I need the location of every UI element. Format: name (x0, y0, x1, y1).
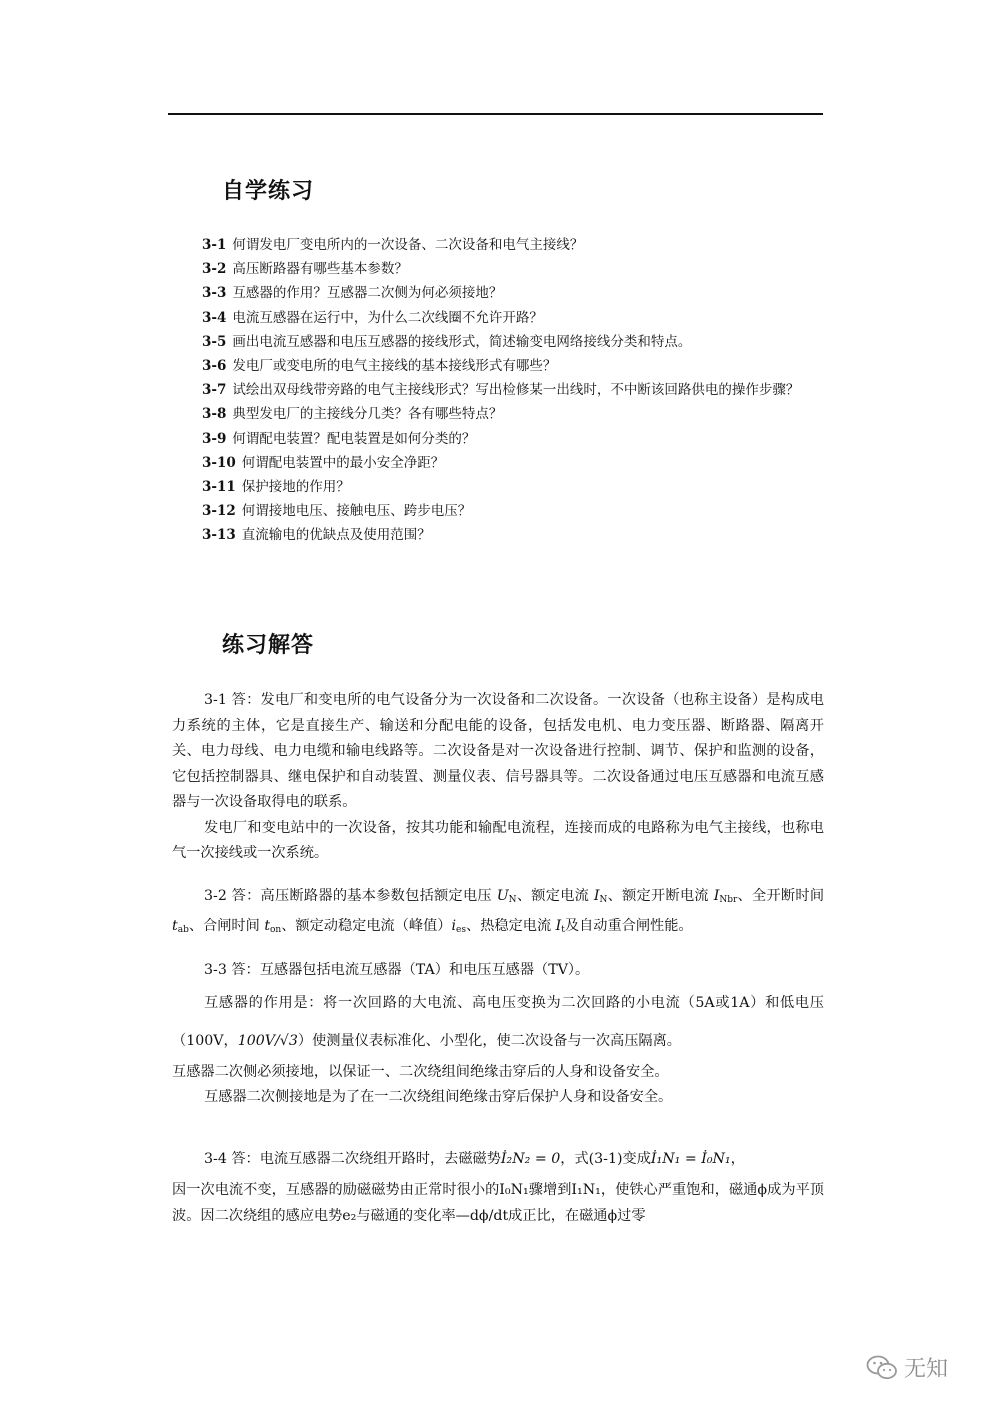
question-text: 何谓配电装置？配电装置是如何分类的？ (232, 430, 476, 447)
formula: 100V/√3 (237, 1032, 298, 1049)
question-text: 保护接地的作用？ (241, 479, 350, 496)
watermark (866, 1352, 948, 1383)
subscript: t (561, 924, 565, 935)
question-item (172, 233, 824, 257)
symbol: I (713, 888, 720, 904)
answer-paragraph (172, 984, 824, 1060)
question-number: 3-8 (202, 406, 227, 423)
question-number: 3-11 (202, 479, 236, 496)
question-item (172, 330, 824, 354)
answer-text: 互感器的作用是：将一次回路的大电流、高电压变换为二次回路的小电流（5A或1A）和低电压（100V， (172, 994, 824, 1049)
question-number: 3-2 (202, 261, 227, 278)
question-item (172, 475, 824, 499)
question-text: 典型发电厂的主接线分几类？各有哪些特点？ (232, 406, 503, 423)
answer-text: ， (730, 1151, 745, 1167)
subscript: ab (177, 924, 189, 935)
answer-text: ，式(3-1)变成 (560, 1151, 651, 1167)
answer-paragraph: 发电厂和变电站中的一次设备，按其功能和输配电流程，连接而成的电路称为电气主接线，也称电气一次接线或一次系统。 (172, 819, 824, 861)
question-number: 3-3 (202, 285, 227, 302)
symbol: U (496, 888, 509, 904)
subscript: N (508, 895, 517, 905)
question-number: 3-13 (202, 527, 236, 544)
symbol: I (555, 917, 562, 934)
answer-paragraph (172, 1140, 824, 1178)
answer-text: 及自动重合闸性能。 (564, 917, 693, 934)
answer-text: 、额定电流 (516, 888, 590, 904)
answer-3-3 (172, 958, 824, 1111)
question-number: 3-7 (202, 382, 227, 399)
symbol: i (451, 917, 457, 934)
question-text: 电流互感器在运行中，为什么二次线圈不允许开路？ (232, 309, 543, 326)
answer-3-1 (172, 688, 824, 867)
answer-text: ）使测量仪表标准化、小型化，使二次设备与一次高压隔离。 (297, 1032, 681, 1049)
question-number: 3-9 (202, 430, 227, 447)
watermark-text: 无知 (904, 1357, 949, 1382)
question-item (172, 354, 824, 378)
question-text: 画出电流互感器和电压互感器的接线形式，简述输变电网络接线分类和特点。 (232, 333, 692, 350)
question-number: 3-4 (202, 309, 227, 326)
symbol: t (172, 917, 178, 934)
answer-text: 3-4 答：电流互感器二次绕组开路时，去磁磁势 (204, 1151, 501, 1167)
question-item (172, 378, 824, 402)
question-item (172, 281, 824, 305)
answer-text: 、合闸时间 (188, 917, 260, 934)
question-item (172, 427, 824, 451)
question-number: 3-5 (202, 333, 227, 350)
answer-paragraph: 3-3 答：互感器包括电流互感器（TA）和电压互感器（TV）。 (204, 962, 590, 978)
question-number: 3-1 (202, 237, 227, 253)
question-number: 3-12 (202, 503, 236, 520)
symbol: t (264, 917, 271, 934)
question-text: 何谓配电装置中的最小安全净距？ (241, 454, 445, 471)
question-list (172, 233, 824, 548)
formula: İ₂N₂ = 0 (500, 1151, 561, 1167)
question-item (172, 306, 824, 330)
answer-paragraph: 因一次电流不变，互感器的励磁磁势由正常时很小的I₀N₁骤增到I₁N₁，使铁心严重饱和，磁通ϕ成为平顶波。因二次绕组的感应电势e₂与磁通的变化率—dϕ/dt成正比，在磁通ϕ过零 (172, 1182, 824, 1224)
answer-paragraph: 互感器二次侧必须接地，以保证一、二次绕组间绝缘击穿后的人身和设备安全。 (172, 1063, 669, 1080)
answer-paragraph: 互感器二次侧接地是为了在一二次绕组间绝缘击穿后保护人身和设备安全。 (204, 1089, 673, 1105)
question-item (172, 523, 824, 547)
question-item (172, 451, 824, 475)
subscript: on (270, 924, 282, 935)
answer-text: 、全开断时间 (737, 888, 825, 904)
question-text: 何谓发电厂变电所内的一次设备、二次设备和电气主接线？ (232, 237, 584, 253)
section-title-answers: 练习解答 (222, 633, 315, 658)
question-text: 互感器的作用？互感器二次侧为何必须接地？ (232, 285, 503, 302)
question-text: 高压断路器有哪些基本参数？ (232, 261, 408, 278)
answer-text: 3-2 答：高压断路器的基本参数包括额定电压 (204, 888, 492, 904)
answer-text: 、额定开断电流 (607, 888, 709, 904)
wechat-icon (866, 1355, 898, 1381)
symbol: I (593, 888, 600, 904)
question-text: 何谓接地电压、接触电压、跨步电压？ (241, 503, 472, 520)
question-item (172, 257, 824, 281)
question-item (172, 499, 824, 523)
answer-paragraph: 3-1 答：发电厂和变电所的电气设备分为一次设备和二次设备。一次设备（也称主设备）是构成电力系统的主体，它是直接生产、输送和分配电能的设备，包括发电机、电力变压器、断路器、隔离开关、电力母线、电力电缆和输电线路等。二次设备是对一次设备进行控制、调节、保护和监测的设备，它包括控制器具、继电保护和自动装置、测量仪表、信号器具等。二次设备通过电压互感器和电流互感器与一次设备取得电的联系。 (172, 692, 824, 810)
answer-paragraph (172, 884, 824, 943)
question-item (172, 402, 824, 426)
subscript: N (599, 895, 608, 905)
answer-3-4 (172, 1140, 824, 1229)
question-text: 试绘出双母线带旁路的电气主接线形式？写出检修某一出线时，不中断该回路供电的操作步骤？ (232, 382, 800, 399)
subscript: es (456, 924, 466, 935)
answer-3-2 (172, 884, 824, 943)
section-title-self-study: 自学练习 (222, 179, 315, 204)
subscript: Nbr (719, 895, 738, 905)
formula: İ₁N₁ = İ₀N₁ (650, 1151, 731, 1167)
answer-text: 、热稳定电流 (466, 917, 552, 934)
question-number: 3-6 (202, 358, 227, 375)
answer-text: 、额定动稳定电流（峰值） (281, 917, 452, 934)
header-rule (168, 113, 823, 115)
question-text: 发电厂或变电所的电气主接线的基本接线形式有哪些？ (232, 358, 557, 375)
question-number: 3-10 (202, 454, 236, 471)
question-text: 直流输电的优缺点及使用范围？ (241, 527, 431, 544)
